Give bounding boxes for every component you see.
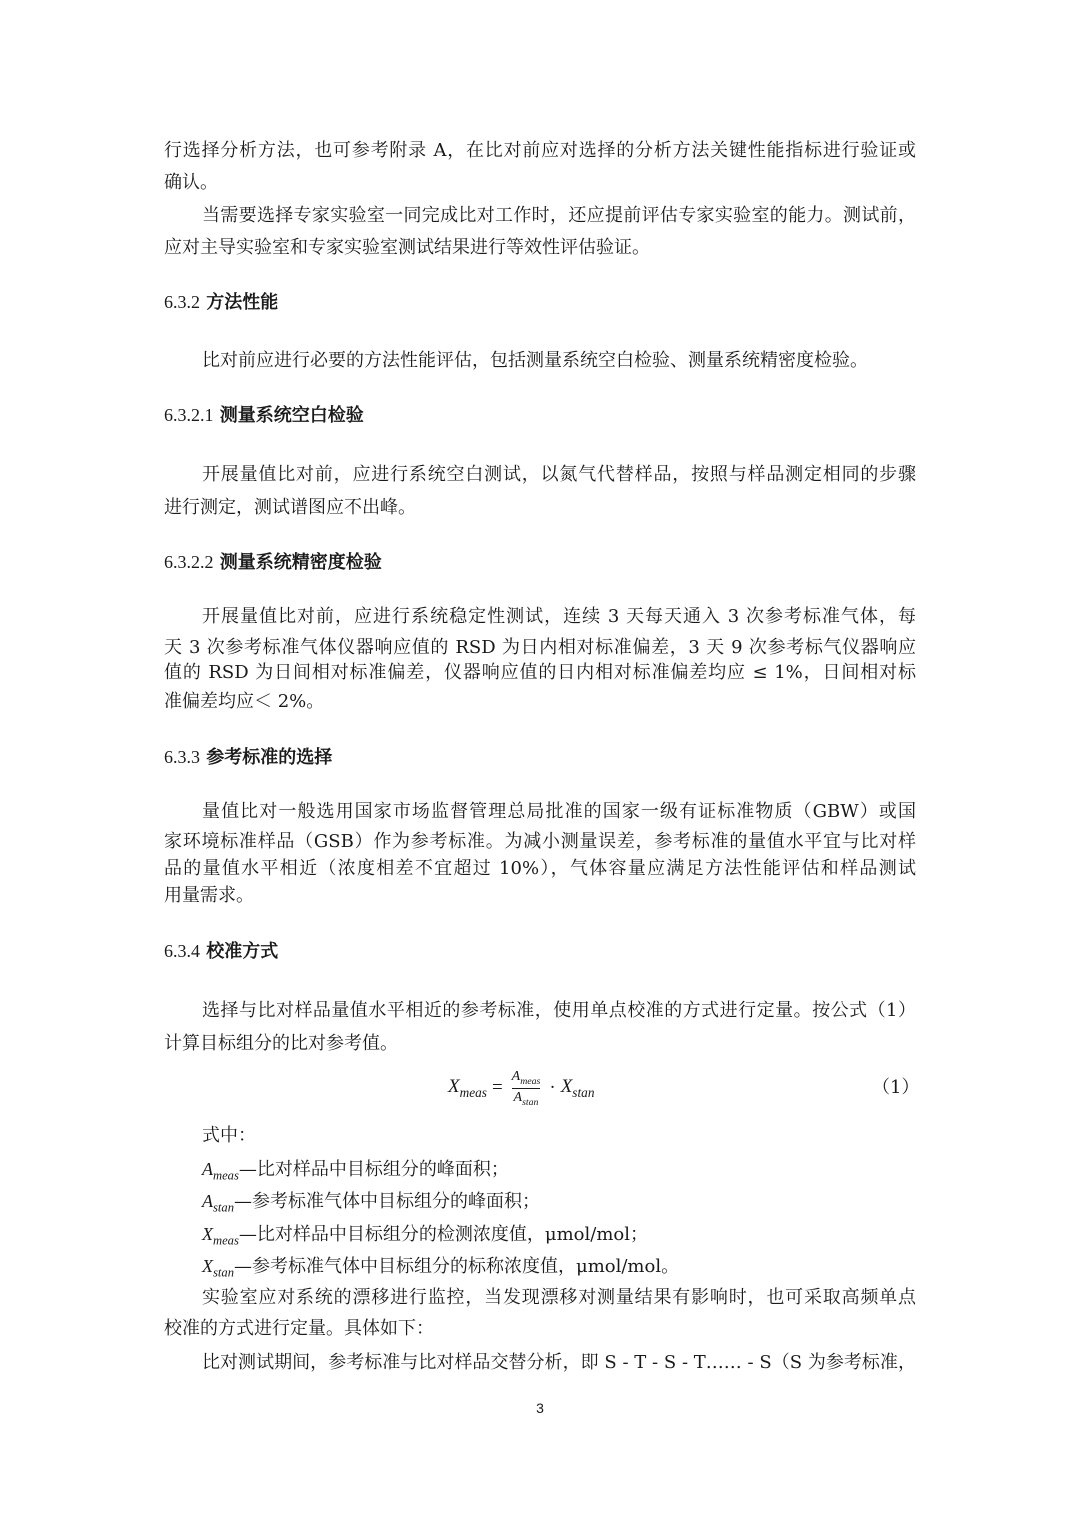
paragraph-line: 准偏差均应＜ 2%。	[164, 691, 325, 712]
section-number: 6.3.2.2	[164, 552, 214, 572]
section-number: 6.3.2	[164, 292, 200, 312]
paragraph-line: 用量需求。	[164, 885, 254, 906]
paragraph-line: 比对前应进行必要的方法性能评估，包括测量系统空白检验、测量系统精密度检验。	[202, 350, 868, 371]
section-number: 6.3.4	[164, 941, 200, 961]
paragraph-line: 天 3 次参考标准气体仪器响应值的 RSD 为日内相对标准偏差，3 天 9 次参考标气仪器响应	[164, 637, 916, 658]
paragraph-line: 应对主导实验室和专家实验室测试结果进行等效性评估验证。	[164, 237, 650, 258]
paragraph-line: 开展量值比对前，应进行系统空白测试，以氮气代替样品，按照与样品测定相同的步骤	[202, 464, 916, 485]
formula-lhs: $X_{meas}$	[448, 1075, 487, 1100]
paragraph-line: 校准的方式进行定量。具体如下：	[164, 1318, 434, 1339]
paragraph-line: 家环境标准样品（GSB）作为参考标准。为减小测量误差，参考标准的量值水平宜与比对样	[164, 831, 916, 852]
section-title: 校准方式	[206, 941, 279, 962]
section-title: 测量系统精密度检验	[219, 552, 382, 573]
fraction-bar	[512, 1088, 541, 1089]
symbol-definition: $A_{stan}—$参考标准气体中目标组分的峰面积；	[202, 1191, 540, 1215]
paragraph-line: 开展量值比对前，应进行系统稳定性测试，连续 3 天每天通入 3 次参考标准气体，每	[202, 606, 916, 627]
section-title: 参考标准的选择	[206, 747, 333, 768]
equation-number: （1）	[872, 1077, 920, 1098]
formula-equals: =	[491, 1077, 503, 1098]
section-title: 测量系统空白检验	[219, 405, 364, 426]
paragraph-line: 行选择分析方法，也可参考附录 A，在比对前应对选择的分析方法关键性能指标进行验证或	[164, 140, 916, 161]
paragraph-line: 品的量值水平相近（浓度相差不宜超过 10%），气体容量应满足方法性能评估和样品测试	[164, 858, 916, 879]
calibration-formula	[448, 1066, 594, 1110]
paragraph-line: 进行测定，测试谱图应不出峰。	[164, 497, 416, 518]
formula-fraction	[512, 1069, 541, 1108]
section-heading	[164, 551, 382, 574]
paragraph-line: 计算目标组分的比对参考值。	[164, 1033, 398, 1054]
section-title: 方法性能	[206, 292, 279, 313]
section-heading	[164, 940, 278, 963]
formula-numerator: $A_{meas}$	[511, 1068, 541, 1087]
section-heading	[164, 746, 332, 769]
section-number: 6.3.2.1	[164, 405, 214, 425]
paragraph-line: 实验室应对系统的漂移进行监控，当发现漂移对测量结果有影响时，也可采取高频单点	[202, 1287, 916, 1308]
paragraph-line: 比对测试期间，参考标准与比对样品交替分析，即 S - T - S - T…… - S（S 为参考标准，	[202, 1352, 916, 1373]
symbol-definition: $X_{stan}—$参考标准气体中目标组分的标称浓度值，μmol/mol。	[202, 1256, 680, 1280]
formula-rhs: $X_{stan}$	[560, 1075, 595, 1100]
paragraph-line: 值的 RSD 为日间相对标准偏差，仪器响应值的日内相对标准偏差均应 ≤ 1%，日间相对标	[164, 662, 916, 683]
paragraph-line: 量值比对一般选用国家市场监督管理总局批准的国家一级有证标准物质（GBW）或国	[202, 801, 916, 822]
formula-dot: ·	[549, 1077, 556, 1098]
paragraph-line: 选择与比对样品量值水平相近的参考标准，使用单点校准的方式进行定量。按公式（1）	[202, 1000, 916, 1021]
symbol-definition: $A_{meas}—$比对样品中目标组分的峰面积；	[202, 1159, 509, 1183]
paragraph-line: 确认。	[164, 172, 218, 193]
paragraph-line: 当需要选择专家实验室一同完成比对工作时，还应提前评估专家实验室的能力。测试前，	[202, 205, 916, 226]
section-heading	[164, 404, 364, 427]
where-label: 式中：	[202, 1125, 256, 1146]
symbol-definition: $X_{meas}—$比对样品中目标组分的检测浓度值，μmol/mol；	[202, 1224, 648, 1248]
page-number: 3	[536, 1400, 544, 1416]
section-heading	[164, 291, 278, 314]
formula-denominator: $A_{stan}$	[513, 1089, 539, 1108]
section-number: 6.3.3	[164, 747, 200, 767]
